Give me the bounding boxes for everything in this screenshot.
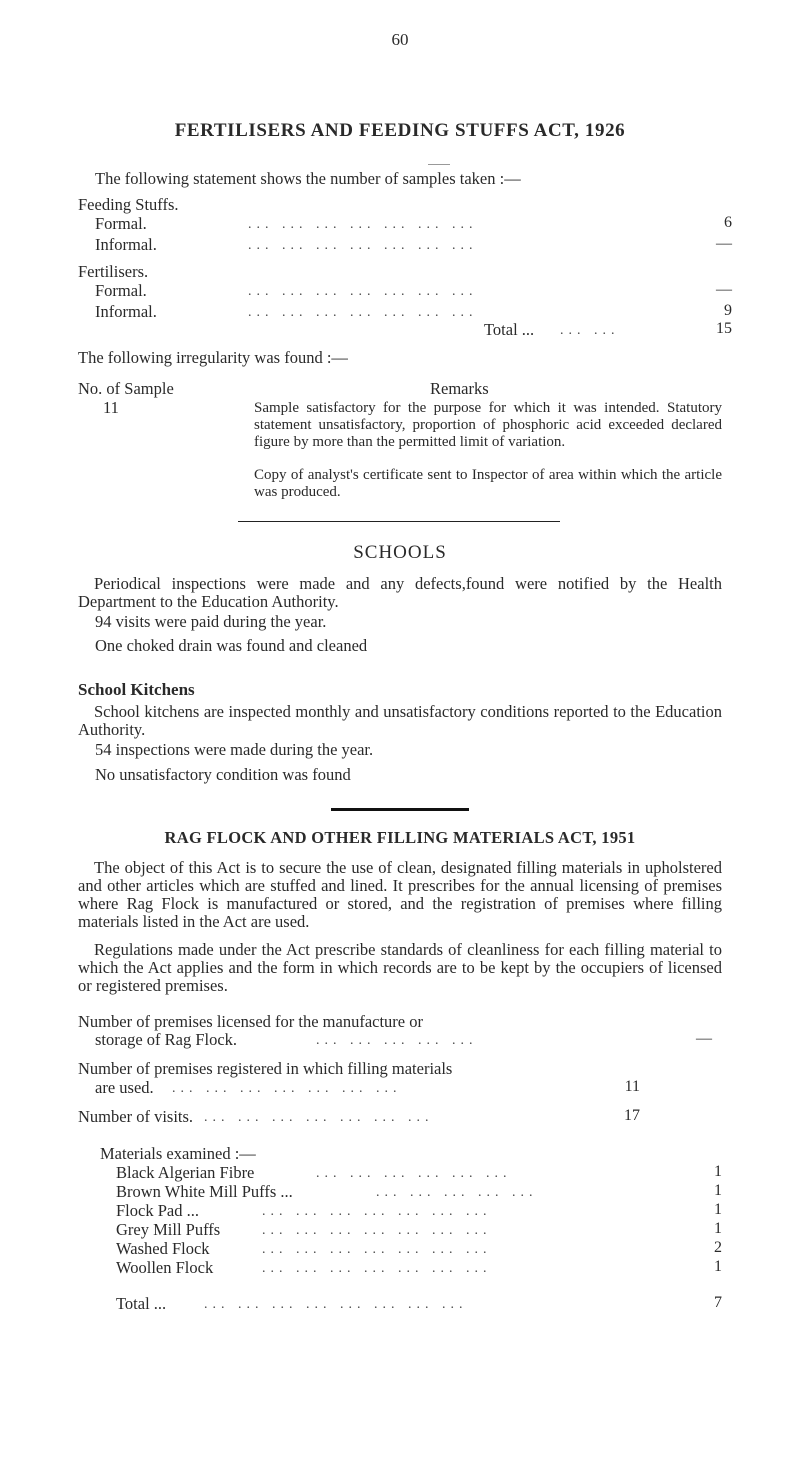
material-value: 1: [714, 1201, 722, 1218]
fert-formal-label: Formal.: [95, 281, 147, 300]
school-kitchens-condition: No unsatisfactory condition was found: [95, 765, 351, 784]
schools-heading: SCHOOLS: [353, 542, 447, 563]
remark-text: Sample satisfactory for the purpose for which it was intended. Statutory statement unsatisfactory, proportion of phosphoric acid exceeded declared figure by more than the permitted limit of variation.: [254, 400, 722, 450]
leader-dots: ... ... ... ... ...: [316, 1033, 478, 1048]
leader-dots: ... ... ... ... ... ... ...: [262, 1242, 492, 1257]
rag-flock-paragraph: The object of this Act is to secure the use of clean, designated filling materials in upholstered and other articles which are stuffed and lined. It prescribes for the annual licensing of premises where Rag Flock is manufactured or stored, and the registration of premises where filling materials listed in the Act are used.: [78, 858, 722, 931]
fertilisers-total-label: Total ...: [484, 320, 535, 339]
col-sample-header: No. of Sample: [78, 379, 174, 398]
leader-dots: ... ...: [560, 323, 620, 338]
leader-dots: ... ... ... ... ... ... ...: [248, 238, 478, 253]
sample-number: 11: [103, 398, 119, 417]
materials-intro: Materials examined :—: [100, 1144, 256, 1163]
leader-dots: ... ... ... ... ... ... ...: [262, 1261, 492, 1276]
leader-dots: ... ... ... ... ... ... ...: [204, 1110, 434, 1125]
schools-paragraph: Periodical inspections were made and any defects,found were notified by the Health Department to the Education Authority.: [78, 574, 722, 611]
leader-dots: ... ... ... ... ... ... ...: [262, 1223, 492, 1238]
section-divider: [331, 808, 469, 811]
fert-informal-value: 9: [724, 302, 732, 319]
licensed-premises-label: Number of premises licensed for the manufacture or: [78, 1012, 423, 1031]
leader-dots: ... ... ... ... ... ... ...: [248, 284, 478, 299]
col-remarks-header: Remarks: [430, 379, 489, 398]
material-name: Flock Pad ...: [116, 1201, 199, 1220]
registered-premises-label: Number of premises registered in which filling materials: [78, 1059, 453, 1078]
material-name: Woollen Flock: [116, 1258, 214, 1277]
feeding-formal-label: Formal.: [95, 214, 147, 233]
material-name: Black Algerian Fibre: [116, 1163, 255, 1182]
fertilisers-total-value: 15: [716, 320, 732, 337]
licensed-premises-label: storage of Rag Flock.: [95, 1030, 238, 1049]
feeding-informal-value: —: [716, 235, 732, 252]
material-name: Brown White Mill Puffs ...: [116, 1182, 293, 1201]
visits-value: 17: [624, 1107, 640, 1124]
fertilisers-intro: The following statement shows the number of samples taken :—: [95, 169, 521, 188]
fert-formal-value: —: [716, 281, 732, 298]
divider: [428, 164, 450, 165]
leader-dots: ... ... ... ... ... ... ...: [248, 305, 478, 320]
irregularity-intro: The following irregularity was found :—: [78, 348, 348, 367]
schools-visits: 94 visits were paid during the year.: [95, 612, 327, 631]
rag-flock-heading: RAG FLOCK AND OTHER FILLING MATERIALS ACT, 1951: [164, 828, 636, 847]
section-divider: [238, 521, 560, 522]
material-value: 1: [714, 1220, 722, 1237]
material-value: 1: [714, 1182, 722, 1199]
leader-dots: ... ... ... ... ... ... ... ...: [204, 1297, 468, 1312]
leader-dots: ... ... ... ... ...: [376, 1185, 538, 1200]
materials-total-label: Total ...: [116, 1294, 167, 1313]
feeding-stuffs-title: Feeding Stuffs.: [78, 195, 179, 214]
licensed-premises-value: —: [696, 1030, 712, 1047]
material-name: Grey Mill Puffs: [116, 1220, 221, 1239]
leader-dots: ... ... ... ... ... ... ...: [248, 217, 478, 232]
schools-drain: One choked drain was found and cleaned: [95, 636, 368, 655]
registered-premises-value: 11: [624, 1078, 640, 1095]
school-kitchens-paragraph: School kitchens are inspected monthly and unsatisfactory conditions reported to the Education Authority.: [78, 702, 722, 739]
remark-text: Copy of analyst's certificate sent to Inspector of area within which the article was produced.: [254, 467, 722, 500]
material-value: 1: [714, 1258, 722, 1275]
registered-premises-label: are used.: [95, 1078, 154, 1097]
rag-flock-paragraph: Regulations made under the Act prescribe standards of cleanliness for each filling material to which the Act applies and the form in which records are to be kept by the occupiers of licensed or registered premises.: [78, 940, 722, 995]
material-value: 1: [714, 1163, 722, 1180]
material-value: 2: [714, 1239, 722, 1256]
fert-informal-label: Informal.: [95, 302, 157, 321]
feeding-informal-label: Informal.: [95, 235, 157, 254]
leader-dots: ... ... ... ... ... ...: [316, 1166, 512, 1181]
materials-total-value: 7: [714, 1294, 722, 1311]
leader-dots: ... ... ... ... ... ... ...: [262, 1204, 492, 1219]
feeding-formal-value: 6: [724, 214, 732, 231]
fertilisers-title: Fertilisers.: [78, 262, 149, 281]
school-kitchens-heading: School Kitchens: [78, 680, 195, 699]
fertilisers-heading: FERTILISERS AND FEEDING STUFFS ACT, 1926: [174, 120, 626, 141]
material-name: Washed Flock: [116, 1239, 210, 1258]
visits-label: Number of visits.: [78, 1107, 194, 1126]
page-number: 60: [391, 30, 409, 49]
school-kitchens-inspections: 54 inspections were made during the year.: [95, 740, 374, 759]
leader-dots: ... ... ... ... ... ... ...: [172, 1081, 402, 1096]
